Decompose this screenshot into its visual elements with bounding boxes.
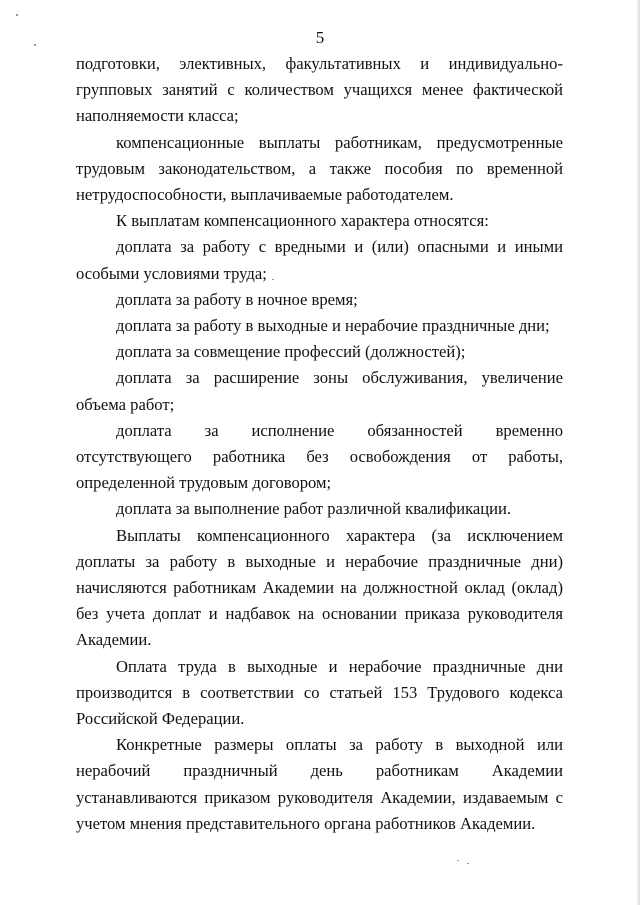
paragraph: доплата за расширение зоны обслуживания, увеличение объема работ; bbox=[76, 368, 563, 414]
document-body bbox=[76, 51, 563, 837]
paragraph: компенсационные выплаты работникам, предусмотренные трудовым законодательством, а также пособия по временной нетрудоспособности, выплачиваемые работодателем. bbox=[76, 132, 563, 205]
paragraph: Оплата труда в выходные и нерабочие праздничные дни производится в соответствии со статьей 153 Трудового кодекса Российской Федерации. bbox=[76, 656, 563, 729]
paragraph: доплата за работу в ночное время; bbox=[116, 289, 358, 309]
scan-speck bbox=[457, 860, 459, 861]
paragraph: доплата за работу в выходные и нерабочие праздничные дни; bbox=[116, 316, 550, 336]
paragraph: доплата за работу с вредными и (или) опасными и иными особыми условиями труда; bbox=[76, 237, 563, 283]
paragraph: подготовки, элективных, факультативных и индивидуально-групповых занятий с количеством учащихся менее фактической наполняемости класса; bbox=[76, 54, 563, 126]
page-number: 5 bbox=[315, 28, 325, 47]
paragraph: К выплатам компенсационного характера относятся: bbox=[116, 211, 489, 231]
paragraph: доплата за выполнение работ различной квалификации. bbox=[116, 499, 512, 519]
scan-speck bbox=[16, 14, 18, 16]
scan-speck bbox=[467, 863, 469, 864]
paragraph: доплата за совмещение профессий (должностей); bbox=[116, 342, 466, 362]
scan-speck bbox=[272, 279, 274, 280]
paragraph: Конкретные размеры оплаты за работу в выходной или нерабочий праздничный день работникам Академии устанавливаются приказом руководителя Академии, издаваемым с учетом мнения представительного органа работников Академии. bbox=[76, 735, 563, 833]
paragraph: доплата за исполнение обязанностей временно отсутствующего работника без освобождения от работы, определенной трудовым договором; bbox=[76, 420, 563, 493]
scan-speck bbox=[34, 44, 36, 46]
paragraph: Выплаты компенсационного характера (за исключением доплаты за работу в выходные и нерабочие праздничные дни) начисляются работникам Академии на должностной оклад (оклад) без учета доплат и надбавок на основании приказа руководителя Академии. bbox=[76, 525, 563, 650]
